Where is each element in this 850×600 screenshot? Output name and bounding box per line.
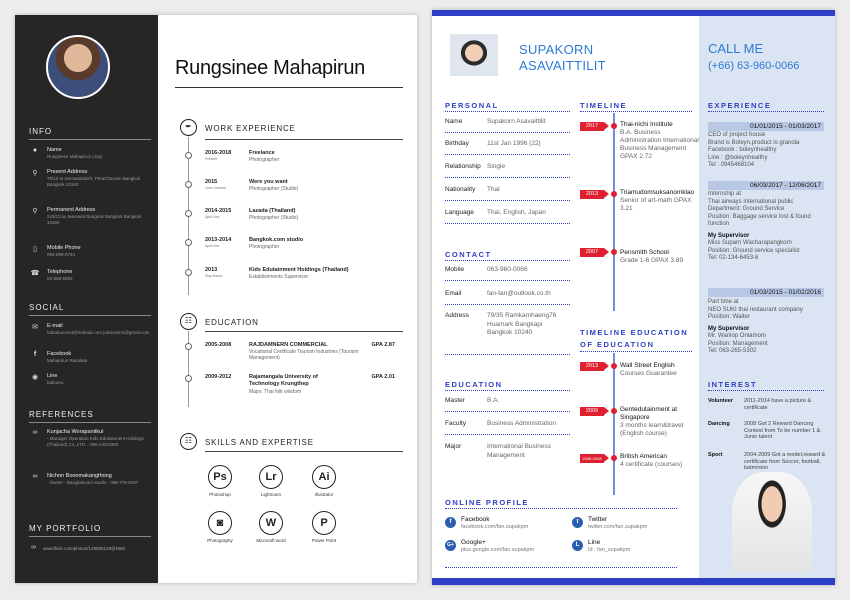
skill-label: Lightroom <box>260 492 281 497</box>
row-value: 11st Jan 1996 (22) <box>487 140 541 147</box>
row-key: Master <box>445 397 465 404</box>
skill-label: Illustrator <box>314 492 334 497</box>
timeline-line <box>613 113 615 311</box>
timeline-dot <box>185 239 192 246</box>
row-divider <box>445 434 570 435</box>
references-heading: REFERENCES <box>29 410 94 419</box>
row-divider <box>445 411 570 412</box>
year-tag: 2013 <box>580 362 604 371</box>
row-value: fan-tan@outlook.co.th <box>487 290 551 297</box>
supervisor-label: My Supervisor <box>708 232 750 239</box>
camera-icon: ◙ <box>208 511 232 535</box>
timeline-dot <box>611 455 617 461</box>
info-label: Telephone <box>47 269 73 275</box>
resume-supakorn <box>432 10 835 585</box>
google-plus-icon: G+ <box>445 540 456 551</box>
interest-key: Dancing <box>708 421 730 427</box>
personal-heading: PERSONAL <box>445 101 499 110</box>
info-label: E-mail <box>47 323 63 329</box>
line-icon: ◉ <box>31 374 39 381</box>
info-value: Rungsinee Mahapirun (Jop) <box>47 154 103 159</box>
row-divider <box>445 177 570 178</box>
work-desc: Photographer <box>249 157 280 163</box>
online-profile-heading: ONLINE PROFILE <box>445 498 529 507</box>
education-gpa: GPA 2.87 <box>371 342 395 348</box>
experience-line: Tel : 0945468104 <box>708 162 755 168</box>
timeline-item <box>620 121 700 161</box>
profile-url: facebook.com/fan.supakpm <box>461 524 529 530</box>
row-divider <box>445 304 570 305</box>
skill-label: Power Point <box>311 538 337 543</box>
row-divider <box>445 200 570 201</box>
work-title: Bangkok.com studio <box>249 237 304 243</box>
info-value: 243/13 ia Jeerawat Bangkok Bangkok Bangkok 10150 <box>47 214 142 225</box>
twitter-icon: t <box>572 517 583 528</box>
work-years: 2014-2015 <box>205 208 232 214</box>
timeline-heading: TIMELINE <box>580 101 627 110</box>
info-label: Nichon Boonmakangthong <box>47 473 112 479</box>
education-school: RAJDAMNERN COMMERCIAL <box>249 342 328 348</box>
work-period: June-October <box>205 186 227 190</box>
work-title: Were you want <box>249 179 288 185</box>
work-desc: Establishments Supervisor <box>249 274 309 280</box>
timeline-dot <box>185 375 192 382</box>
timeline-dot <box>185 181 192 188</box>
work-heading: WORK EXPERIENCE <box>205 124 296 133</box>
info-label: Permanent Address <box>47 207 96 213</box>
row-key: Email <box>445 290 462 297</box>
link-icon: ∞ <box>31 544 36 551</box>
powerpoint-icon: P <box>312 511 336 535</box>
year-tag: 2017 <box>580 122 604 131</box>
info-value: - Owner - Bangkokcom studio - 085-776-9437 <box>47 480 139 485</box>
book-icon: ☷ <box>180 433 197 450</box>
row-divider <box>445 280 570 281</box>
profile-name: Twitter <box>588 516 608 523</box>
row-divider <box>445 354 570 355</box>
resume-name: Rungsinee Mahapirun <box>175 57 365 79</box>
link-icon: ∞ <box>32 473 38 480</box>
link-icon: ∞ <box>32 429 38 436</box>
portfolio-divider <box>29 536 151 537</box>
row-value: Thai, English, Japan <box>487 209 546 216</box>
row-value: International Business Management <box>487 443 551 459</box>
education-divider <box>445 390 570 391</box>
info-label: Name <box>47 147 62 153</box>
work-desc: Photographer <box>249 244 280 250</box>
education-heading: EDUCATION <box>445 380 503 389</box>
row-key: Birthday <box>445 140 469 147</box>
facebook-icon: f <box>445 517 456 528</box>
education-divider <box>205 331 403 332</box>
experience-line: Department: Ground Service <box>708 206 785 212</box>
location-pin-icon: ⚲ <box>32 170 38 177</box>
timeline-desc: B.A. Business Administration International Business Management GPAX 2.72 <box>620 129 699 160</box>
row-key: Address <box>445 312 469 319</box>
row-value: Thai <box>487 186 500 193</box>
experience-line: Part time at <box>708 299 739 305</box>
timeline-title: Pensmith School <box>620 249 669 256</box>
education-years: 2005-2008 <box>205 342 232 348</box>
year-tag: 2013 <box>580 190 604 199</box>
experience-line: Internship at <box>708 191 742 197</box>
skills-divider <box>205 451 403 452</box>
education-school: Rajamangala University of Technology Krungthep <box>249 374 318 387</box>
timeline-title: Thai-nichi Institute <box>620 121 673 128</box>
skill-powerpoint <box>299 511 349 543</box>
timeline-desc: Senior of art-math GPAX 3.21 <box>620 197 692 212</box>
experience-line: Position: Waiter <box>708 314 750 320</box>
experience-line: Position: Ground service specialist <box>708 247 800 254</box>
person-icon: ● <box>32 147 38 154</box>
row-divider <box>445 132 570 133</box>
lightroom-icon: Lr <box>259 465 283 489</box>
row-key: Relationship <box>445 163 481 170</box>
info-value: 78/10 ia Jeerawas50/3, PhraCharoen Bangkok Bangkok 10160 <box>47 176 141 187</box>
work-desc: Photographer (Studio) <box>249 215 299 221</box>
timeline-item <box>620 189 700 213</box>
first-name: SUPAKORN <box>519 42 594 57</box>
call-heading: CALL ME <box>708 41 764 56</box>
mobile-phone-icon: ▯ <box>33 246 37 253</box>
experience-line: CEO of project house <box>708 132 766 138</box>
work-period: May-March <box>205 274 223 278</box>
experience-period: 06/03/2017 - 12/06/2017 <box>708 181 824 190</box>
timeline-item <box>620 249 700 265</box>
contact-heading: CONTACT <box>445 250 492 259</box>
education-desc: Major. Thai folk wisdom <box>249 389 302 395</box>
work-years: 2013-2014 <box>205 237 232 243</box>
skill-illustrator <box>299 465 349 497</box>
year-tag: 2006-2008 <box>580 454 604 463</box>
row-value: Business Administration <box>487 420 557 427</box>
info-label: Facebook <box>47 351 72 357</box>
interest-value: 2011-2014 have a picture & certificate <box>744 398 812 411</box>
profile-photo <box>46 35 110 99</box>
interest-key: Sport <box>708 452 723 458</box>
row-key: Mobile <box>445 266 465 273</box>
work-divider <box>205 139 403 140</box>
timeline-title: Gentedutainment at Singapore <box>620 406 678 421</box>
interest-heading: INTEREST <box>708 380 758 389</box>
work-years: 2016-2018 <box>205 150 232 156</box>
skill-lightroom <box>246 465 296 497</box>
info-label: Kunjacha Worapanitkul <box>47 429 104 435</box>
work-years: 2015 <box>205 179 218 185</box>
experience-period: 01/03/2015 - 01/02/2016 <box>708 288 824 297</box>
work-desc: Photographer (Studio) <box>249 186 299 192</box>
timeline-dot <box>185 343 192 350</box>
interest-divider <box>708 390 824 391</box>
bottom-accent-bar <box>432 578 835 585</box>
work-title: Lazada (Thailand) <box>249 208 296 214</box>
row-divider <box>445 223 570 224</box>
education-years: 2009-2012 <box>205 374 232 380</box>
info-label: Line <box>47 373 58 379</box>
timeline-education-item <box>620 362 700 378</box>
portrait-photo <box>732 472 812 572</box>
row-key: Major <box>445 443 462 450</box>
row-key: Language <box>445 209 474 216</box>
interest-value: 2004-2009 Got a model,reward & certificate from Soccer, football, batminton <box>744 452 826 471</box>
pen-icon: ✒ <box>180 119 197 136</box>
education-gpa: GPA 2.01 <box>371 374 395 380</box>
timeline-dot <box>185 269 192 276</box>
references-divider <box>29 422 151 423</box>
row-divider <box>445 154 570 155</box>
experience-line: Tel: 02-134-6453-6 <box>708 255 759 261</box>
education-heading: EDUCATION <box>205 318 259 327</box>
experience-details <box>708 299 826 356</box>
portfolio-link[interactable]: www.flickr.com/photos/128590128@N06/ <box>43 546 126 551</box>
year-tag: 2007 <box>580 248 604 257</box>
info-value: 094-898-9734 <box>47 252 76 257</box>
info-heading: INFO <box>29 127 53 136</box>
line-icon: L <box>572 540 583 551</box>
timeline-title: British American <box>620 453 667 460</box>
timeline-title: Wall Street English <box>620 362 675 369</box>
timeline-desc: 4 certificate (courses) <box>620 461 683 468</box>
experience-divider <box>708 111 824 112</box>
contact-divider <box>445 260 570 261</box>
info-divider <box>29 139 151 140</box>
work-period: Present <box>205 157 218 161</box>
last-name: ASAVAITTILIT <box>519 58 606 73</box>
work-years: 2013 <box>205 267 218 273</box>
profile-url: Id : fan_supakpm <box>588 547 631 553</box>
social-divider <box>29 315 151 316</box>
profile-name: Google+ <box>461 539 486 546</box>
email-icon: ✉ <box>32 324 38 331</box>
illustrator-icon: Ai <box>312 465 336 489</box>
info-label: Present Address <box>47 169 88 175</box>
year-tag: 2009 <box>580 407 604 416</box>
profile-url: twitter.com/fan.supakpm <box>588 524 648 530</box>
profile-name: Line <box>588 539 601 546</box>
portfolio-heading: MY PORTFOLIO <box>29 524 102 533</box>
timeline-dot <box>611 363 617 369</box>
timeline-desc: 3 months learn&travel (English course) <box>620 422 684 437</box>
info-label: Mobile Phone <box>47 245 81 251</box>
experience-details <box>708 191 826 263</box>
row-value: B.A. <box>487 397 500 404</box>
skill-photoshop <box>195 465 245 497</box>
interest-key: Volunteer <box>708 398 733 404</box>
row-value: Single <box>487 163 506 170</box>
skill-photography <box>195 511 245 543</box>
experience-line: Position: Management <box>708 340 768 347</box>
book-icon: ☷ <box>180 313 197 330</box>
timeline-education-item <box>620 406 700 438</box>
experience-line: Brand is Boleyn,product is granola <box>708 139 800 146</box>
row-value: 79/35 Ramkamhaeng76 Huamark Bangkapi Bangkok 10240 <box>487 312 557 336</box>
timeline-desc: Grade 1-6 GPAX 3.89 <box>620 257 684 264</box>
timeline-desc: Courses Guarantee <box>620 370 677 377</box>
timeline-education-heading: TIMELINE EDUCATION <box>580 328 689 337</box>
info-value: - Manager Operation Kids Edutainment Holdings (Thailand) Co.,LTD. - 086-448-5360 <box>47 436 144 447</box>
call-phone: (+66) 63-960-0066 <box>708 60 800 72</box>
profile-name: Facebook <box>461 516 490 523</box>
experience-line: Position: Baggage service lost & found function <box>708 213 811 227</box>
skill-word <box>246 511 296 543</box>
timeline-title: Triamudomsuksanomklao <box>620 189 695 196</box>
personal-divider <box>445 111 570 112</box>
timeline-dot <box>611 191 617 197</box>
info-value: hababuconet@hotmail.com jobsitvstroi@gmail.com <box>47 330 150 335</box>
timeline-dot <box>611 123 617 129</box>
work-title: Kids Edutainment Holdings (Thailand) <box>249 267 349 273</box>
info-value: Mahapirun Rasulata <box>47 358 88 363</box>
experience-details <box>708 132 826 170</box>
timeline-education-item <box>620 453 700 469</box>
experience-heading: EXPERIENCE <box>708 101 772 110</box>
experience-line: Tel: 063-265-5302 <box>708 348 757 354</box>
profile-url: plus.google.com/fan.supakpm <box>461 547 535 553</box>
word-icon: W <box>259 511 283 535</box>
experience-line: Thai airways international public <box>708 198 794 205</box>
timeline-dot <box>185 152 192 159</box>
info-value: babooru <box>47 380 64 385</box>
experience-line: Miss Suparn Wacharapangkorn <box>708 240 792 246</box>
skill-label: Photography <box>207 538 233 543</box>
facebook-icon: f <box>33 351 37 358</box>
row-key: Name <box>445 118 463 125</box>
education-desc: Vocational Certificate Tourism Industries (Tourism Management) <box>249 349 359 361</box>
timeline-education-subheading: OF EDUCATION <box>580 340 655 349</box>
row-value: Supakorn Asavaittilit <box>487 118 546 125</box>
sidebar <box>15 15 158 583</box>
photoshop-icon: Ps <box>208 465 232 489</box>
experience-line: Facebook : boleynhealthy <box>708 147 777 153</box>
row-key: Faculty <box>445 420 466 427</box>
skill-label: Microsoft word <box>256 538 286 543</box>
telephone-icon: ☎ <box>30 270 40 277</box>
online-profile-bottom-divider <box>445 567 677 568</box>
experience-line: Mr. Wanlop Onlamom <box>708 333 766 339</box>
location-pin-icon: ⚲ <box>32 208 38 215</box>
timeline-education-divider <box>580 351 692 352</box>
work-period: April-Nov <box>205 244 220 248</box>
timeline-education-line <box>613 353 615 495</box>
online-profile-divider <box>445 508 677 509</box>
social-heading: SOCIAL <box>29 303 65 312</box>
supervisor-label: My Supervisor <box>708 325 750 332</box>
skill-label: Photoshop <box>209 492 231 497</box>
timeline-dot <box>185 210 192 217</box>
timeline-dot <box>611 408 617 414</box>
timeline-dot <box>611 249 617 255</box>
experience-line: NEO SUKI thai restaurant company <box>708 306 803 313</box>
experience-period: 01/01/2015 - 01/03/2017 <box>708 122 824 131</box>
skills-heading: SKILLS AND EXPERTISE <box>205 438 314 447</box>
row-value: 063-960-0066 <box>487 266 528 273</box>
profile-photo <box>450 34 498 76</box>
experience-line: Line : @boleynhealthy <box>708 154 768 161</box>
resume-rungsinee <box>15 15 417 583</box>
name-divider <box>175 87 403 88</box>
work-period: April-Nov <box>205 215 220 219</box>
work-title: Freelance <box>249 150 275 156</box>
interest-value: 2008 Got 2 Reward Dancing Contest from To be number 1 & Junio talent <box>744 421 821 440</box>
timeline-divider <box>580 111 692 112</box>
info-value: 02-869-6893 <box>47 276 73 281</box>
row-key: Nationality <box>445 186 476 193</box>
